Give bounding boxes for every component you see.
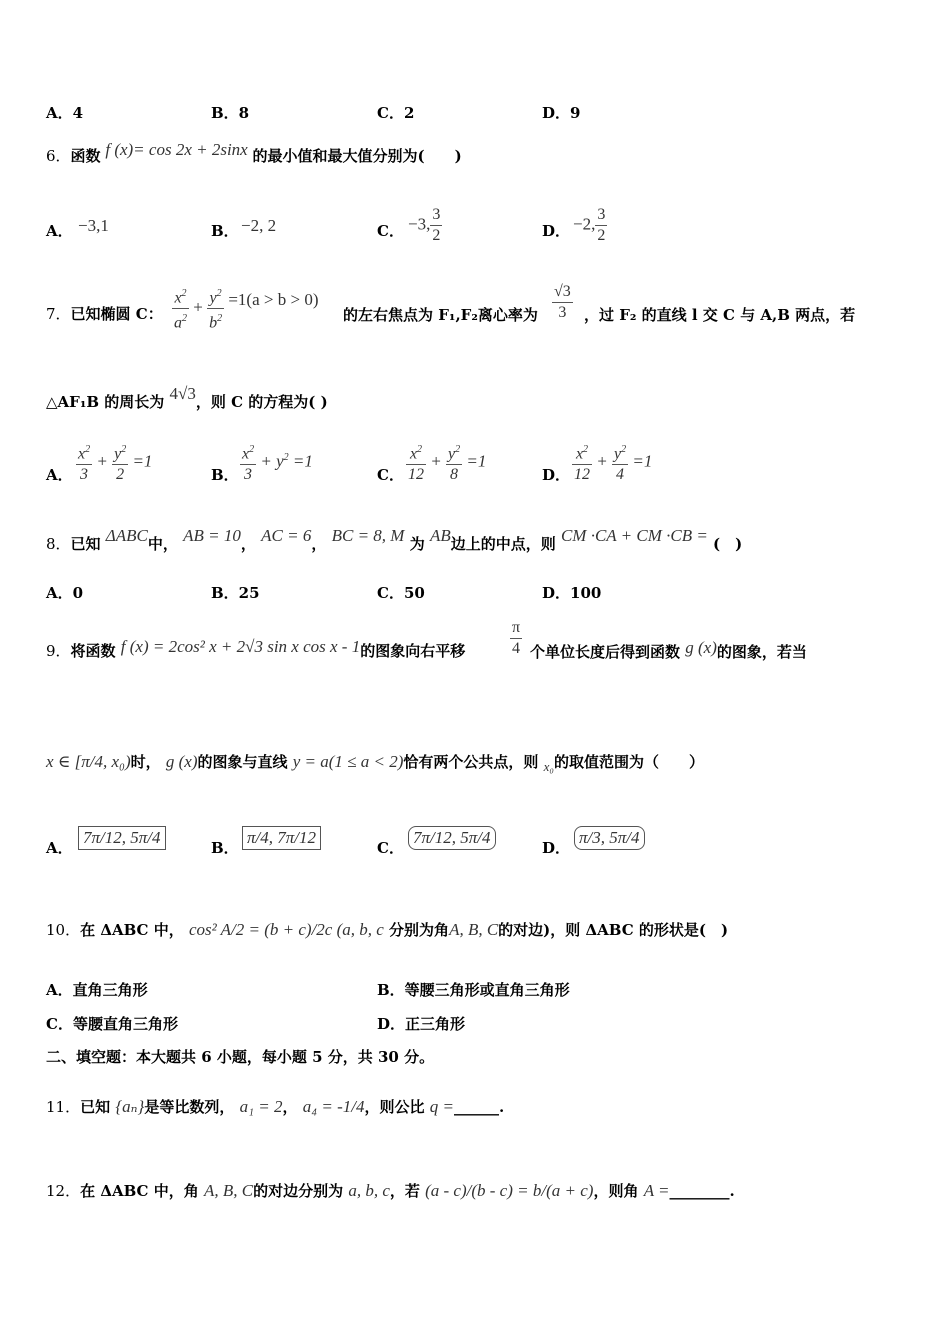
q9-option-a-interval: 7π/12, 5π/4 [78, 826, 166, 850]
q8-option-b: B．25 [211, 584, 260, 602]
q10-option-c: C．等腰直角三角形 [46, 1015, 178, 1033]
q5-option-d: D．9 [542, 104, 581, 122]
q9-line-2: x ∈ [π/4, x₀)时， g (x)的图象与直线 y = a(1 ≤ a < 2)恰有两个公共点，则 x₀的取值范围为（ ） [46, 752, 704, 774]
q7-option-c-label: C． [377, 466, 404, 484]
q6-option-d-label: D． [542, 222, 571, 240]
q7-ellipse-equation: $\frac{x^2}{a^2}$ + $\frac{y^2}{b^2}$ =1(a > b > 0) [174, 288, 319, 332]
q10-option-b: B．等腰三角形或直角三角形 [377, 981, 570, 999]
q7-perimeter: 4√3 [169, 384, 196, 403]
q8-option-c: C．50 [377, 584, 425, 602]
q7-option-c-equation: $\frac{x^2}{12}$ + $\frac{y^2}{8}$ =1 [408, 444, 487, 484]
question-11: 11．已知 {aₙ}是等比数列， a₁ = 2， a₄ = -1/4，则公比 q =______. [46, 1097, 505, 1116]
q9-option-d-interval: π/3, 5π/4 [574, 826, 645, 850]
q7-option-b-equation: $\frac{x^2}{3}$ + $y^2 =1$ [242, 444, 313, 484]
question-10: 10．在 ΔABC 中， cos² A/2 = (b + c)/2c (a, b, c 分别为角A, B, C的对边)，则 ΔABC 的形状是( ) [46, 920, 729, 939]
q6-option-a-value: −3,1 [78, 216, 109, 235]
q6-option-d-value: −2, $\frac{3}{2}$ [573, 206, 606, 244]
q7-option-a-equation: $\frac{x^2}{3}$ + $\frac{y^2}{2}$ =1 [78, 444, 153, 484]
q5-option-b: B．8 [211, 104, 250, 122]
q6-option-a-label: A． [46, 222, 73, 240]
q9-option-c-label: C． [377, 839, 404, 857]
q5-option-c: C．2 [377, 104, 415, 122]
q9-option-d-label: D． [542, 839, 571, 857]
q6-lead: 函数 [70, 147, 101, 165]
q11-answer-blank[interactable]: ______. [454, 1098, 505, 1116]
q6-formula: f (x)= cos 2x + 2sinx [105, 140, 248, 159]
q6-option-c-label: C． [377, 222, 404, 240]
q8-option-d: D．100 [542, 584, 602, 602]
q7-option-d-equation: $\frac{x^2}{12}$ + $\frac{y^2}{4}$ =1 [574, 444, 653, 484]
q6-option-b-value: −2, 2 [241, 216, 277, 235]
q6-number: 6． [46, 147, 71, 165]
question-12: 12．在 ΔABC 中，角 A, B, C的对边分别为 a, b, c，若 (a - c)/(b - c) = b/(a + c)，则角 A =________. [46, 1181, 735, 1200]
q9-option-b-interval: π/4, 7π/12 [242, 826, 321, 850]
q7-tail: ，过 F₂ 的直线 l 交 C 与 A,B 两点，若 [584, 306, 856, 324]
q7-option-a-label: A． [46, 466, 73, 484]
question-6 [46, 140, 462, 166]
q12-answer-blank[interactable]: ________. [669, 1182, 735, 1200]
q6-tail: 的最小值和最大值分别为( ) [252, 147, 462, 165]
q6-option-c-value: −3, $\frac{3}{2}$ [408, 206, 441, 244]
q7-eccentricity: $\frac{√3}{3}$ [554, 283, 571, 321]
q6-option-b-label: B． [211, 222, 239, 240]
q7-option-b-label: B． [211, 466, 239, 484]
q10-option-a: A．直角三角形 [46, 981, 148, 999]
q8-option-a: A．0 [46, 584, 84, 602]
q10-option-d: D．正三角形 [377, 1015, 466, 1033]
q5-option-a: A．4 [46, 104, 84, 122]
q9-line-1: 9．将函数 f (x) = 2cos² x + 2√3 sin x cos x - 1的图象向右平移 [46, 637, 466, 660]
q7-mid: 的左右焦点为 F₁,F₂离心率为 [343, 306, 538, 324]
q9-option-b-label: B． [211, 839, 239, 857]
q7-option-d-label: D． [542, 466, 571, 484]
q7-line-2: △AF₁B 的周长为 4√3，则 C 的方程为( ) [46, 384, 328, 411]
q9-shift: $\frac{\pi}{4}$ [512, 619, 521, 657]
q9-option-a-label: A． [46, 839, 73, 857]
q7-line-1: 7．已知椭圆 C： [46, 305, 163, 323]
section-2-heading: 二、填空题：本大题共 6 小题，每小题 5 分，共 30 分。 [46, 1048, 435, 1066]
question-8: 8．已知 ΔABC中， AB = 10， AC = 6， BC = 8, M 为 AB边上的中点，则 CM ·CA + CM ·CB = ( ) [46, 526, 743, 553]
q9-line-1-tail: 个单位长度后得到函数 g (x)的图象，若当 [530, 638, 807, 661]
q9-option-c-interval: 7π/12, 5π/4 [408, 826, 496, 850]
